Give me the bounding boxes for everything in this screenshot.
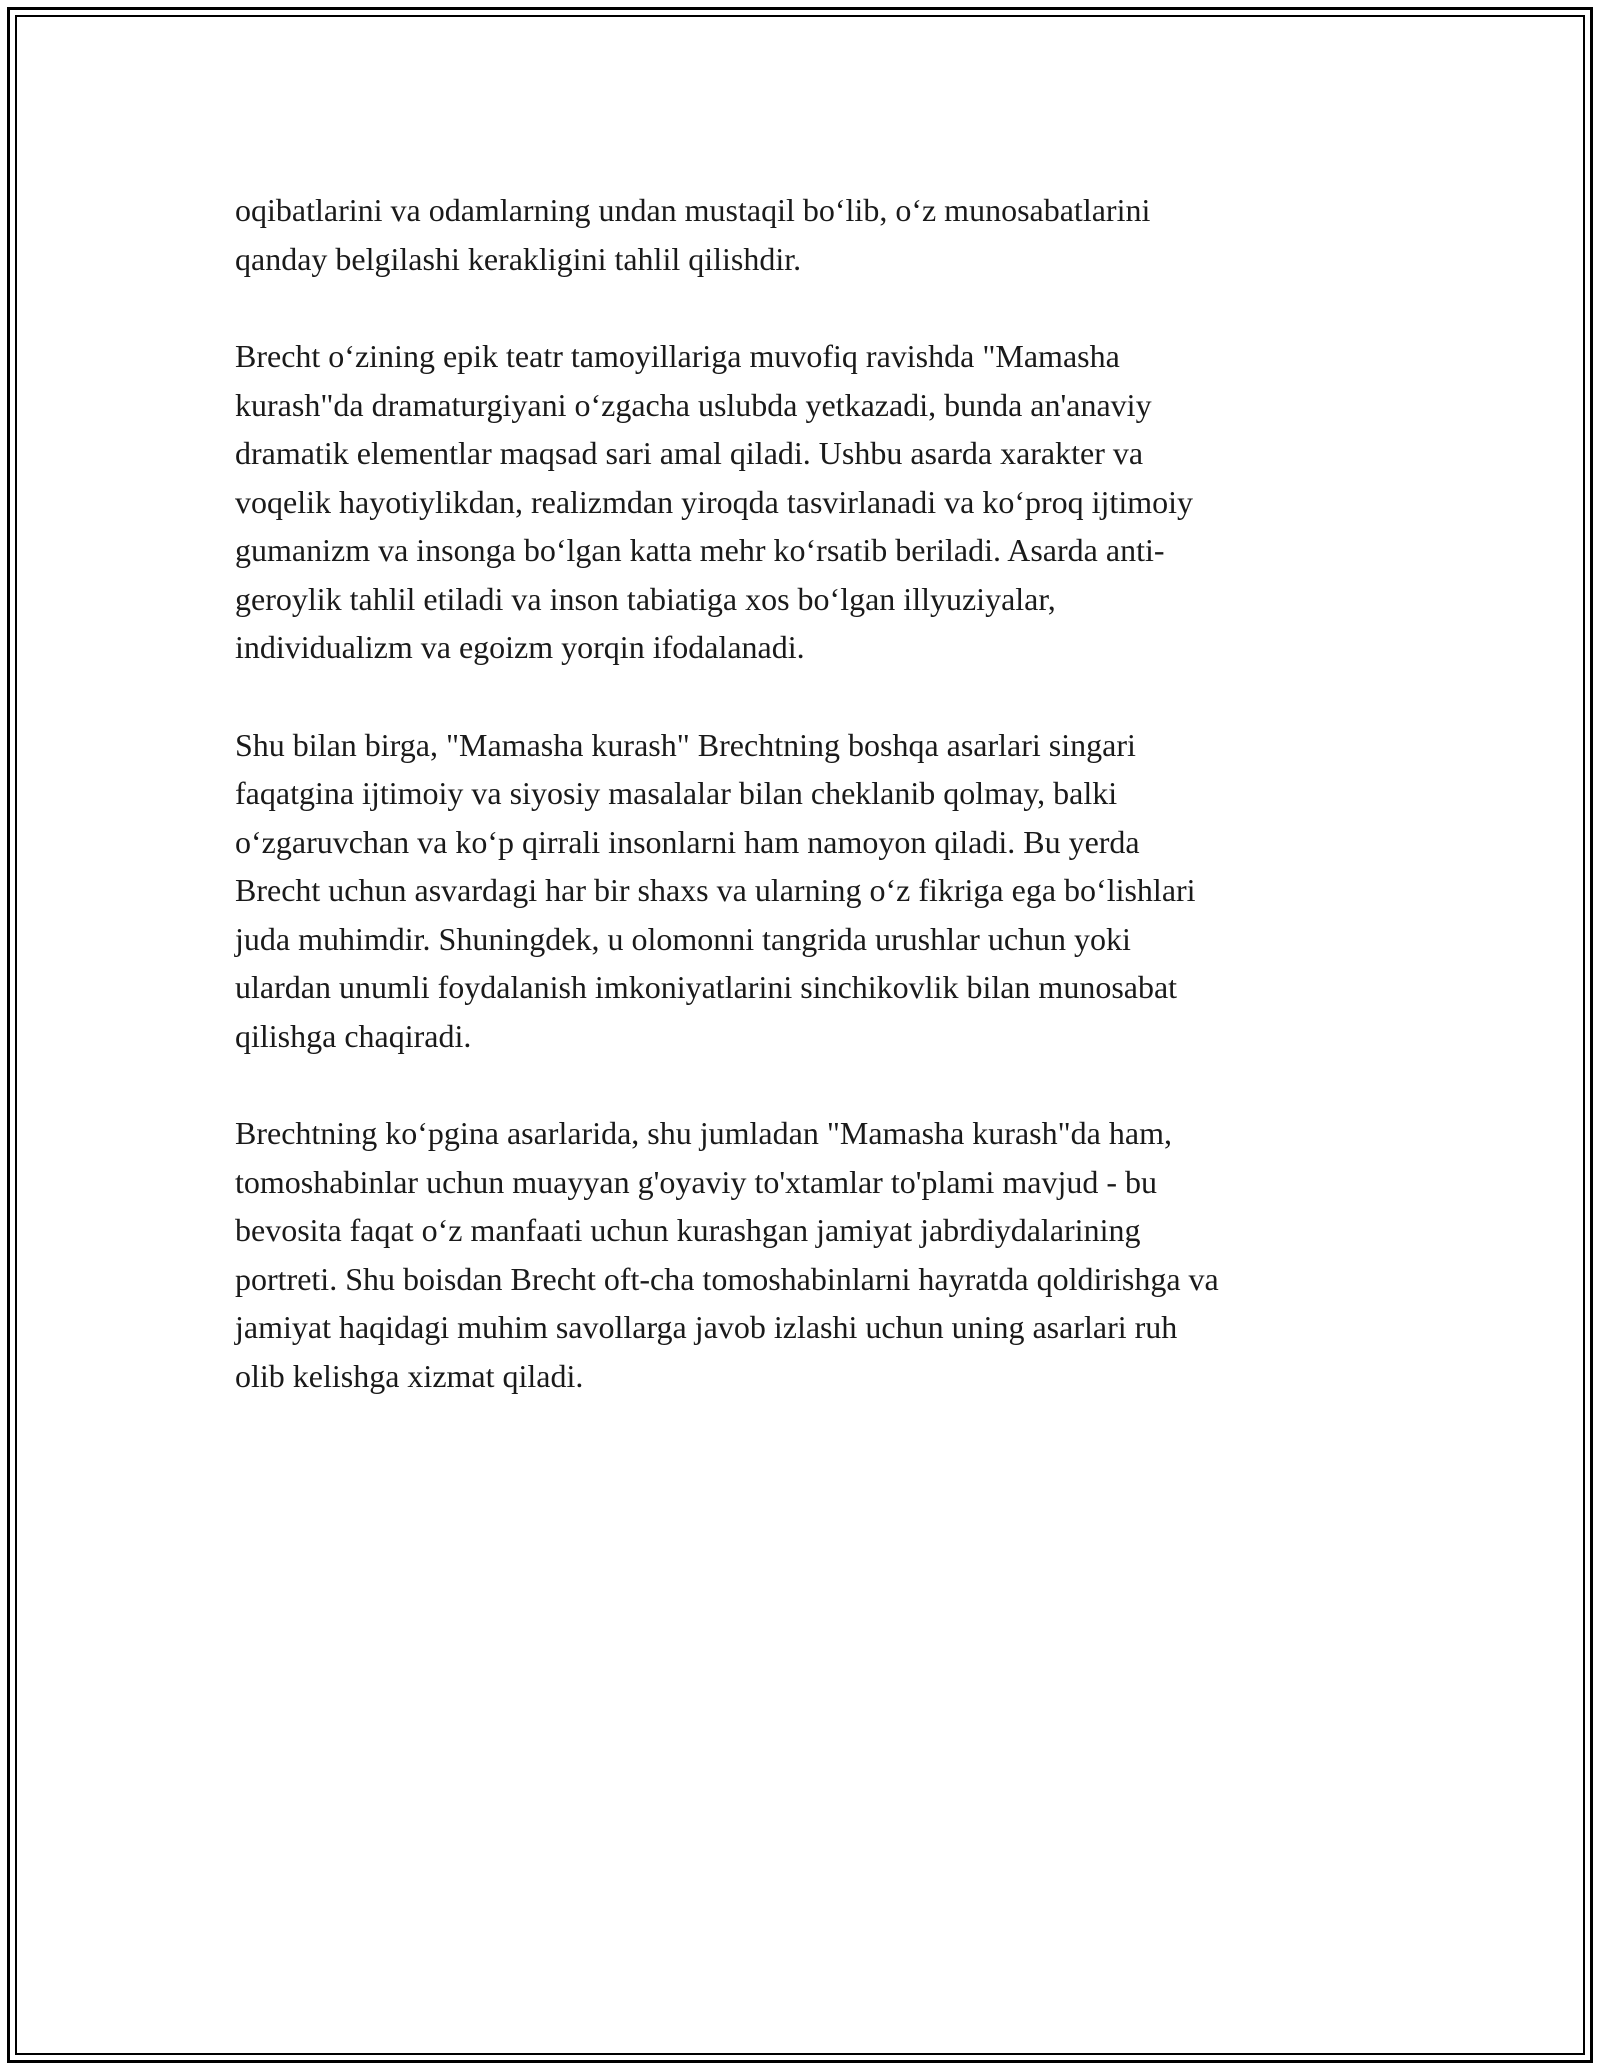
paragraph-2: Brecht o‘zining epik teatr tamoyillariga muvofiq ravishda "Mamasha kurash"da dramaturgiyani o‘zgacha uslubda yetkazadi, bunda an'anaviy dramatik elementlar maqsad sari amal qiladi. Ushbu asarda xarakter va voqelik hayotiylikdan, realizmdan yiroqda tasvirlanadi va ko‘proq ijtimoiy gumanizm va insonga bo‘lgan katta mehr ko‘rsatib beriladi. Asarda anti- geroylik tahlil etiladi va inson tabiatiga xos bo‘lgan illyuziyalar, individualizm va egoizm yorqin ifodalanadi. xyxy=(235,338,1193,665)
paragraph-3: Shu bilan birga, "Mamasha kurash" Brechtning boshqa asarlari singari faqatgina ijtimoiy va siyosiy masalalar bilan cheklanib qolmay, balki o‘zgaruvchan va ko‘p qirrali insonlarni ham namoyon qiladi. Bu yerda Brecht uchun asvardagi har bir shaxs va ularning o‘z fikriga ega bo‘lishlari juda muhimdir. Shuningdek, u olomonni tangrida urushlar uchun yoki ulardan unumli foydalanish imkoniyatlarini sinchikovlik bilan munosabat qilishga chaqiradi. xyxy=(235,726,1196,1054)
document-body xyxy=(235,186,1375,1449)
paragraph-4: Brechtning ko‘pgina asarlarida, shu jumladan "Mamasha kurash"da ham, tomoshabinlar uchun muayyan g'oyaviy to'xtamlar to'plami mavjud - bu bevosita faqat o‘z manfaati uchun kurashgan jamiyat jabrdiydalarining portreti. Shu boisdan Brecht oft-cha tomoshabinlarni hayratda qoldirishga va jamiyat haqidagi muhim savollarga javob izlashi uchun uning asarlari ruh olib kelishga xizmat qiladi. xyxy=(235,1115,1219,1394)
paragraph-1: oqibatlarini va odamlarning undan mustaqil bo‘lib, o‘z munosabatlarini qanday belgilashi kerakligini tahlil qilishdir. xyxy=(235,192,1151,277)
